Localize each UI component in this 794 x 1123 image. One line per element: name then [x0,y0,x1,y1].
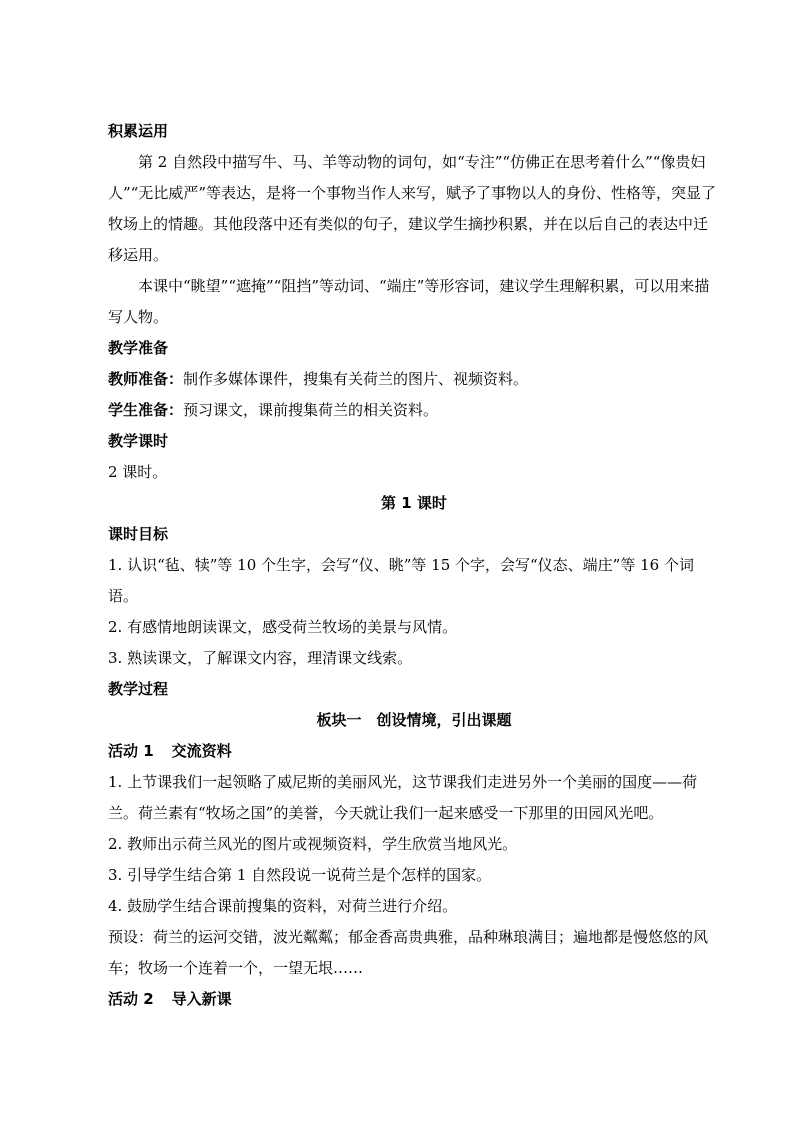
paragraph-student-prep [108,395,720,426]
activity-1-label: 活动 1 [108,742,154,760]
activity-1-paragraph-3: 3. 引导学生结合第 1 自然段说一说荷兰是个怎样的国家。 [108,866,492,884]
activity-1-title: 交流资料 [171,742,232,760]
document-body [108,116,720,1015]
teacher-prep-text: 制作多媒体课件，搜集有关荷兰的图片、视频资料。 [183,370,529,388]
teacher-prep-label: 教师准备： [108,370,184,388]
paragraph-teacher-prep [108,364,720,395]
activity-2-title: 导入新课 [171,990,232,1008]
student-prep-label: 学生准备： [108,401,184,419]
activity-2-heading [108,984,720,1015]
block-1-title: 板块一 创设情境，引出课题 [316,711,512,729]
activity-2-label: 活动 2 [108,990,154,1008]
activity-1-paragraph-1: 1. 上节课我们一起领略了威尼斯的美丽风光，这节课我们走进另外一个美丽的国度——荷兰。荷兰素有“牧场之国”的美誉，今天就让我们一起来感受一下那里的田园风光吧。 [108,773,698,822]
section-heading-accumulate: 积累运用 [108,122,169,140]
student-prep-text: 预习课文，课前搜集荷兰的相关资料。 [183,401,439,419]
section-heading-process: 教学过程 [108,680,169,698]
activity-1-paragraph-2: 2. 教师出示荷兰风光的图片或视频资料，学生欣赏当地风光。 [108,835,518,853]
activity-1-heading [108,736,720,767]
activity-1-paragraph-4: 4. 鼓励学生结合课前搜集的资料，对荷兰进行介绍。 [108,897,458,915]
lesson-1-title: 第 1 课时 [381,494,447,512]
activity-1-paragraph-5: 预设：荷兰的运河交错，波光粼粼；郁金香高贵典雅，品种琳琅满目；遍地都是慢悠悠的风车；牧场一个连着一个，一望无垠…… [108,928,709,977]
paragraph-accumulate-1: 第 2 自然段中描写牛、马、羊等动物的词句，如“专注”“仿佛正在思考着什么”“像贵妇人”“无比威严”等表达，是将一个事物当作人来写，赋予了事物以人的身份、性格等，突显了牧场上的情趣。其他段落中还有类似的句子，建议学生摘抄积累，并在以后自己的表达中迁移运用。 [108,153,717,264]
goal-1: 1. 认识“毡、犊”等 10 个生字，会写“仪、眺”等 15 个字，会写“仪态、端庄”等 16 个词语。 [108,556,694,605]
paragraph-hours: 2 课时。 [108,463,168,481]
paragraph-accumulate-2: 本课中“眺望”“遮掩”“阻挡”等动词、“端庄”等形容词，建议学生理解积累，可以用来描写人物。 [108,277,710,326]
section-heading-hours: 教学课时 [108,432,169,450]
section-heading-prep: 教学准备 [108,339,169,357]
section-heading-goals: 课时目标 [108,525,169,543]
goal-3: 3. 熟读课文，了解课文内容，理清课文线索。 [108,649,413,667]
goal-2: 2. 有感情地朗读课文，感受荷兰牧场的美景与风情。 [108,618,458,636]
